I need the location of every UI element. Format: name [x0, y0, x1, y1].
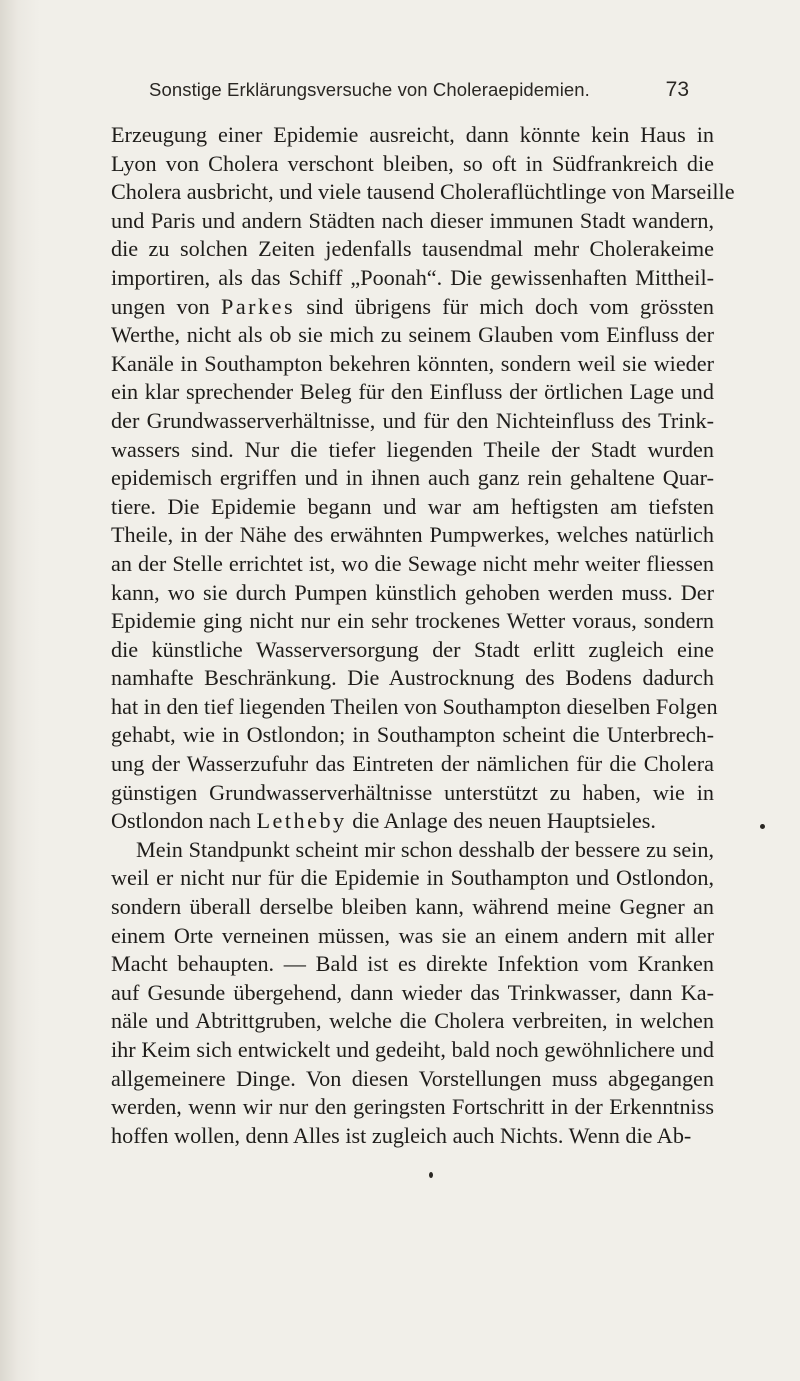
- text-line: importiren, als das Schiff „Poonah“. Die gewissenhaften Mittheil-: [111, 264, 714, 290]
- text-line: allgemeinere Dinge. Von diesen Vorstellungen muss abgegangen: [111, 1065, 714, 1091]
- running-title: Sonstige Erklärungsversuche von Choleraepidemien.: [149, 79, 590, 100]
- text-segment: ungen von: [111, 293, 221, 319]
- text-line: die künstliche Wasserversorgung der Stadt erlitt zugleich eine: [111, 636, 714, 662]
- margin-dot-mark: [429, 1172, 433, 1178]
- author-name: Parkes: [220, 293, 296, 319]
- text-line: Lyon von Cholera verschont bleiben, so oft in Südfrankreich die: [111, 150, 714, 176]
- text-line: auf Gesunde übergehend, dann wieder das Trinkwasser, dann Ka-: [111, 979, 714, 1005]
- text-line: [111, 293, 714, 322]
- text-line: ein klar sprechender Beleg für den Einfluss der örtlichen Lage und: [111, 379, 714, 405]
- text-line: und Paris und andern Städten nach dieser immunen Stadt wandern,: [111, 207, 714, 233]
- text-line: gehabt, wie in Ostlondon; in Southampton scheint die Unterbrech-: [111, 722, 714, 748]
- text-line: weil er nicht nur für die Epidemie in Southampton und Ostlondon,: [111, 865, 714, 891]
- text-line: Theile, in der Nähe des erwähnten Pumpwerkes, welches natürlich: [111, 522, 714, 548]
- text-line: Epidemie ging nicht nur ein sehr trockenes Wetter voraus, sondern: [111, 608, 714, 634]
- text-line: ihr Keim sich entwickelt und gedeiht, bald noch gewöhnlichere und: [111, 1037, 714, 1062]
- text-line: näle und Abtrittgruben, welche die Cholera verbreiten, in welchen: [111, 1008, 714, 1034]
- text-line: ung der Wasserzufuhr das Eintreten der nämlichen für die Cholera: [111, 751, 714, 777]
- text-segment: Ostlondon nach: [111, 808, 257, 834]
- page-number: 73: [665, 78, 689, 101]
- text-segment: sind übrigens für mich doch vom grössten: [295, 293, 714, 319]
- text-line: Macht behaupten. — Bald ist es direkte Infektion vom Kranken: [111, 951, 714, 977]
- text-line: hoffen wollen, denn Alles ist zugleich auch Nichts. Wenn die Ab-: [111, 1122, 692, 1148]
- text-line: namhafte Beschränkung. Die Austrocknung des Bodens dadurch: [111, 665, 714, 691]
- text-line: sondern überall derselbe bleiben kann, während meine Gegner an: [111, 894, 714, 920]
- text-line: kann, wo sie durch Pumpen künstlich gehoben werden muss. Der: [111, 579, 714, 605]
- text-line: der Grundwasserverhältnisse, und für den Nichteinfluss des Trink-: [111, 407, 714, 433]
- text-line: Cholera ausbricht, und viele tausend Choleraflüchtlinge von Marseille: [111, 179, 735, 205]
- body-text: [111, 121, 735, 1150]
- text-line: Mein Standpunkt scheint mir schon desshalb der bessere zu sein,: [136, 836, 714, 862]
- text-segment: die Anlage des neuen Hauptsieles.: [346, 808, 656, 834]
- author-name: Letheby: [256, 808, 347, 834]
- page-header: [149, 79, 689, 105]
- text-line: werden, wenn wir nur den geringsten Fortschritt in der Erkenntniss: [111, 1094, 714, 1120]
- text-line: an der Stelle errichtet ist, wo die Sewage nicht mehr weiter fliessen: [111, 550, 714, 576]
- text-line: wassers sind. Nur die tiefer liegenden Theile der Stadt wurden: [111, 436, 714, 462]
- text-line: epidemisch ergriffen und in ihnen auch ganz rein gehaltene Quar-: [111, 465, 714, 491]
- text-line: die zu solchen Zeiten jedenfalls tausendmal mehr Cholerakeime: [111, 236, 714, 262]
- text-line: günstigen Grundwasserverhältnisse unterstützt zu haben, wie in: [111, 779, 714, 805]
- text-line: Kanäle in Southampton bekehren könnten, sondern weil sie wieder: [111, 350, 714, 376]
- margin-dot-mark: [760, 824, 765, 829]
- text-line: Werthe, nicht als ob sie mich zu seinem Glauben vom Einfluss der: [111, 322, 714, 348]
- text-line: tiere. Die Epidemie begann und war am heftigsten am tiefsten: [111, 493, 714, 519]
- text-line: einem Orte verneinen müssen, was sie an einem andern mit aller: [111, 922, 714, 948]
- text-line: Erzeugung einer Epidemie ausreicht, dann könnte kein Haus in: [111, 122, 714, 147]
- text-line: hat in den tief liegenden Theilen von Southampton dieselben Folgen: [111, 693, 718, 719]
- text-line: [111, 807, 714, 836]
